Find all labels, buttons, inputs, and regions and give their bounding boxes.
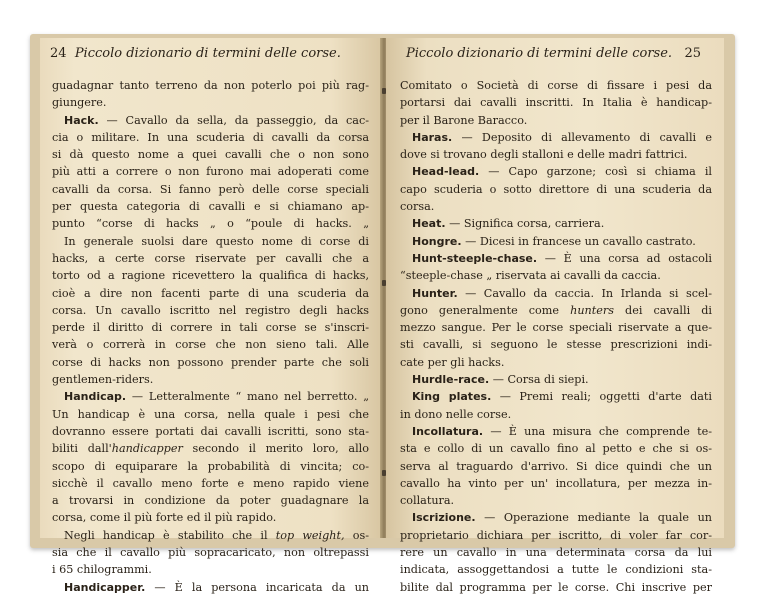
text-line bbox=[400, 285, 712, 302]
text-line bbox=[400, 319, 712, 336]
dictionary-term: Heat. bbox=[412, 217, 446, 231]
line-text: rere un cavallo in una determinata corsa da lui bbox=[400, 546, 712, 560]
line-text: — Significa corsa, carriera. bbox=[445, 217, 605, 231]
line-text: — È una misura che comprende te- bbox=[483, 424, 712, 438]
line-text: indicata, assoggettandosi a tutte le condizioni sta- bbox=[400, 563, 712, 577]
line-text: per questa categoria di cavalli e si chiamano ap- bbox=[52, 200, 369, 214]
text-line bbox=[400, 544, 712, 561]
text-line bbox=[400, 579, 712, 596]
text-line bbox=[400, 77, 712, 94]
dictionary-term: Hongre. bbox=[412, 234, 462, 248]
line-text: punto “corse di hacks „ o “poule di hacks. „ bbox=[52, 217, 369, 231]
line-text: proprietario dichiara per iscritto, di voler far cor- bbox=[400, 528, 712, 542]
line-text: più atti a correre o non furono mai adoperati come bbox=[52, 165, 369, 179]
text-line bbox=[400, 423, 712, 440]
line-text: cia o militare. In una scuderia di cavalli da corsa bbox=[52, 130, 369, 144]
line-text: — Operazione mediante la quale un bbox=[475, 511, 712, 525]
text-line bbox=[400, 181, 712, 198]
dictionary-term: Head-lead. bbox=[412, 165, 480, 179]
line-text: dovranno essere portati dai cavalli iscritti, sono sta- bbox=[52, 424, 369, 438]
line-text: In generale suolsi dare questo nome di corse di bbox=[64, 234, 369, 248]
text-line bbox=[52, 371, 369, 388]
left-page bbox=[40, 38, 382, 594]
text-line bbox=[400, 94, 712, 111]
dictionary-term: Hack. bbox=[64, 113, 99, 127]
right-page-text bbox=[400, 77, 712, 596]
text-line bbox=[400, 492, 712, 509]
line-text: capo scuderia o sotto direttore di una scuderia da bbox=[400, 182, 712, 196]
line-text: — Capo garzone; così si chiama il bbox=[479, 165, 712, 179]
line-text: cavallo ha vinto per un' incollatura, per mezza in- bbox=[400, 476, 712, 490]
dictionary-term: Handicap. bbox=[64, 390, 127, 404]
line-text-after: dei cavalli di bbox=[613, 303, 712, 317]
text-line bbox=[52, 319, 369, 336]
text-line bbox=[52, 458, 369, 475]
right-running-head bbox=[406, 46, 701, 61]
line-text: biliti dall' bbox=[52, 442, 112, 456]
line-text: mezzo sangue. Per le corse speciali riservate a que- bbox=[400, 321, 712, 335]
line-text: Negli handicap è stabilito che il bbox=[64, 528, 276, 542]
line-text: corsa, come il più forte ed il più rapido. bbox=[52, 511, 277, 525]
left-running-head bbox=[50, 46, 341, 61]
line-text: — Cavallo da caccia. In Irlanda si scel- bbox=[457, 286, 712, 300]
text-line bbox=[400, 475, 712, 492]
text-line bbox=[52, 267, 369, 284]
text-line bbox=[400, 561, 712, 578]
text-line bbox=[52, 285, 369, 302]
text-line bbox=[52, 354, 369, 371]
dictionary-term: Hurdle-race. bbox=[412, 373, 490, 387]
text-line bbox=[52, 440, 369, 457]
text-line bbox=[400, 250, 712, 267]
line-text: scopo di equiparare la probabilità di vincita; co- bbox=[52, 459, 369, 473]
line-text: — È la persona incaricata da un bbox=[145, 580, 369, 594]
text-line bbox=[400, 336, 712, 353]
text-line bbox=[52, 406, 369, 423]
line-text: corsa. bbox=[400, 200, 435, 214]
dictionary-term: Hunter. bbox=[412, 286, 458, 300]
text-line bbox=[52, 94, 369, 111]
left-page-number: 24 bbox=[50, 46, 67, 61]
text-line bbox=[52, 527, 369, 544]
text-line bbox=[400, 163, 712, 180]
text-line bbox=[400, 371, 712, 388]
line-text: cioè a dire non facenti parte di una scuderia da bbox=[52, 286, 369, 300]
line-text: hacks, a certe corse riservate per cavalli che a bbox=[52, 251, 369, 265]
line-text: — Premi reali; oggetti d'arte dati bbox=[491, 390, 712, 404]
line-text: corse di hacks non possono prender parte che soli bbox=[52, 355, 369, 369]
italic-term: top weight, bbox=[275, 528, 345, 542]
text-line bbox=[52, 492, 369, 509]
text-line bbox=[400, 509, 712, 526]
dictionary-term: King plates. bbox=[412, 390, 492, 404]
line-text: bilite dal programma per le corse. Chi inscrive per bbox=[400, 580, 712, 594]
line-text: collatura. bbox=[400, 494, 455, 508]
right-page-number: 25 bbox=[684, 46, 701, 61]
line-text: sicchè il cavallo meno forte e meno rapido viene bbox=[52, 476, 369, 490]
text-line bbox=[52, 579, 369, 596]
text-line bbox=[52, 250, 369, 267]
text-line bbox=[52, 181, 369, 198]
text-line bbox=[400, 267, 712, 284]
text-line bbox=[400, 198, 712, 215]
line-text: Un handicap è una corsa, nella quale i pesi che bbox=[52, 407, 369, 421]
line-text: in dono nelle corse. bbox=[400, 407, 512, 421]
line-text: dove si trovano degli stalloni e delle madri fattrici. bbox=[400, 148, 688, 162]
text-line bbox=[400, 146, 712, 163]
text-line bbox=[400, 527, 712, 544]
text-line bbox=[400, 215, 712, 232]
right-page-title: Piccolo dizionario di termini delle corse. bbox=[406, 46, 673, 61]
line-text: — Corsa di siepi. bbox=[489, 373, 589, 387]
dictionary-term: Hunt-steeple-chase. bbox=[412, 251, 538, 265]
line-text: sti cavalli, si seguono le stesse prescrizioni indi- bbox=[400, 338, 712, 352]
text-line bbox=[400, 112, 712, 129]
line-text: — È una corsa ad ostacoli bbox=[537, 251, 712, 265]
text-line bbox=[52, 163, 369, 180]
line-text: sta e collo di un cavallo fino al petto e che si os- bbox=[400, 442, 712, 456]
line-text: giungere. bbox=[52, 96, 107, 110]
text-line bbox=[400, 440, 712, 457]
line-text: Comitato o Società di corse di fissare i pesi da bbox=[400, 79, 712, 92]
line-text: per il Barone Baracco. bbox=[400, 113, 528, 127]
text-line bbox=[52, 509, 369, 526]
line-text: — Cavallo da sella, da passeggio, da cac- bbox=[98, 113, 369, 127]
line-text-after: os- bbox=[344, 528, 369, 542]
text-line bbox=[52, 77, 369, 94]
text-line bbox=[400, 406, 712, 423]
line-text: verà o correrà in corse che non sieno tali. Alle bbox=[52, 338, 369, 352]
line-text: torto od a ragione ricevettero la qualifica di hacks, bbox=[52, 269, 369, 283]
line-text: i 65 chilogrammi. bbox=[52, 563, 152, 577]
line-text: — Deposito di allevamento di cavalli e bbox=[452, 130, 712, 144]
dictionary-term: Iscrizione. bbox=[412, 511, 476, 525]
text-line bbox=[52, 544, 369, 561]
text-line bbox=[400, 302, 712, 319]
text-line bbox=[400, 233, 712, 250]
text-line bbox=[400, 458, 712, 475]
line-text: “steeple-chase „ riservata ai cavalli da caccia. bbox=[400, 269, 661, 283]
text-line bbox=[52, 146, 369, 163]
text-line bbox=[52, 129, 369, 146]
line-text: gentlemen-riders. bbox=[52, 373, 154, 387]
line-text: — Dicesi in francese un cavallo castrato. bbox=[461, 234, 696, 248]
text-line bbox=[52, 215, 369, 232]
line-text: — Letteralmente “ mano nel berretto. „ bbox=[126, 390, 369, 404]
text-line bbox=[52, 112, 369, 129]
line-text: cate per gli hacks. bbox=[400, 355, 505, 369]
line-text: si dà questo nome a quei cavalli che o non sono bbox=[52, 148, 369, 162]
left-page-text bbox=[52, 77, 369, 596]
line-text: cavalli da corsa. Si fanno però delle corse speciali bbox=[52, 182, 369, 196]
text-line bbox=[400, 354, 712, 371]
line-text: corsa. Un cavallo iscritto nel registro degli hacks bbox=[52, 303, 369, 317]
line-text: guadagnar tanto terreno da non poterlo poi più rag- bbox=[52, 79, 369, 92]
italic-term: hunters bbox=[570, 303, 614, 317]
line-text: gono generalmente come bbox=[400, 303, 571, 317]
line-text: a trovarsi in condizione da poter guadagnare la bbox=[52, 494, 369, 508]
line-text-after: secondo il merito loro, allo bbox=[182, 442, 369, 456]
line-text: perde il diritto di correre in tali corse se s'inscri- bbox=[52, 321, 369, 335]
dictionary-term: Incollatura. bbox=[412, 424, 484, 438]
text-line bbox=[52, 388, 369, 405]
text-line bbox=[52, 561, 369, 578]
dictionary-term: Haras. bbox=[412, 130, 453, 144]
text-line bbox=[52, 423, 369, 440]
line-text: sia che il cavallo più sopracaricato, non oltrepassi bbox=[52, 546, 369, 560]
text-line bbox=[52, 302, 369, 319]
text-line bbox=[400, 129, 712, 146]
text-line bbox=[52, 198, 369, 215]
line-text: serva al traguardo d'arrivo. Si dice quindi che un bbox=[400, 459, 712, 473]
right-page bbox=[386, 38, 724, 594]
text-line bbox=[52, 336, 369, 353]
text-line bbox=[400, 388, 712, 405]
text-line bbox=[52, 475, 369, 492]
text-line bbox=[52, 233, 369, 250]
line-text: portarsi dai cavalli inscritti. In Italia è handicap- bbox=[400, 96, 712, 110]
italic-term: handicapper bbox=[111, 442, 183, 456]
dictionary-term: Handicapper. bbox=[64, 580, 146, 594]
left-page-title: Piccolo dizionario di termini delle corse. bbox=[74, 46, 341, 61]
